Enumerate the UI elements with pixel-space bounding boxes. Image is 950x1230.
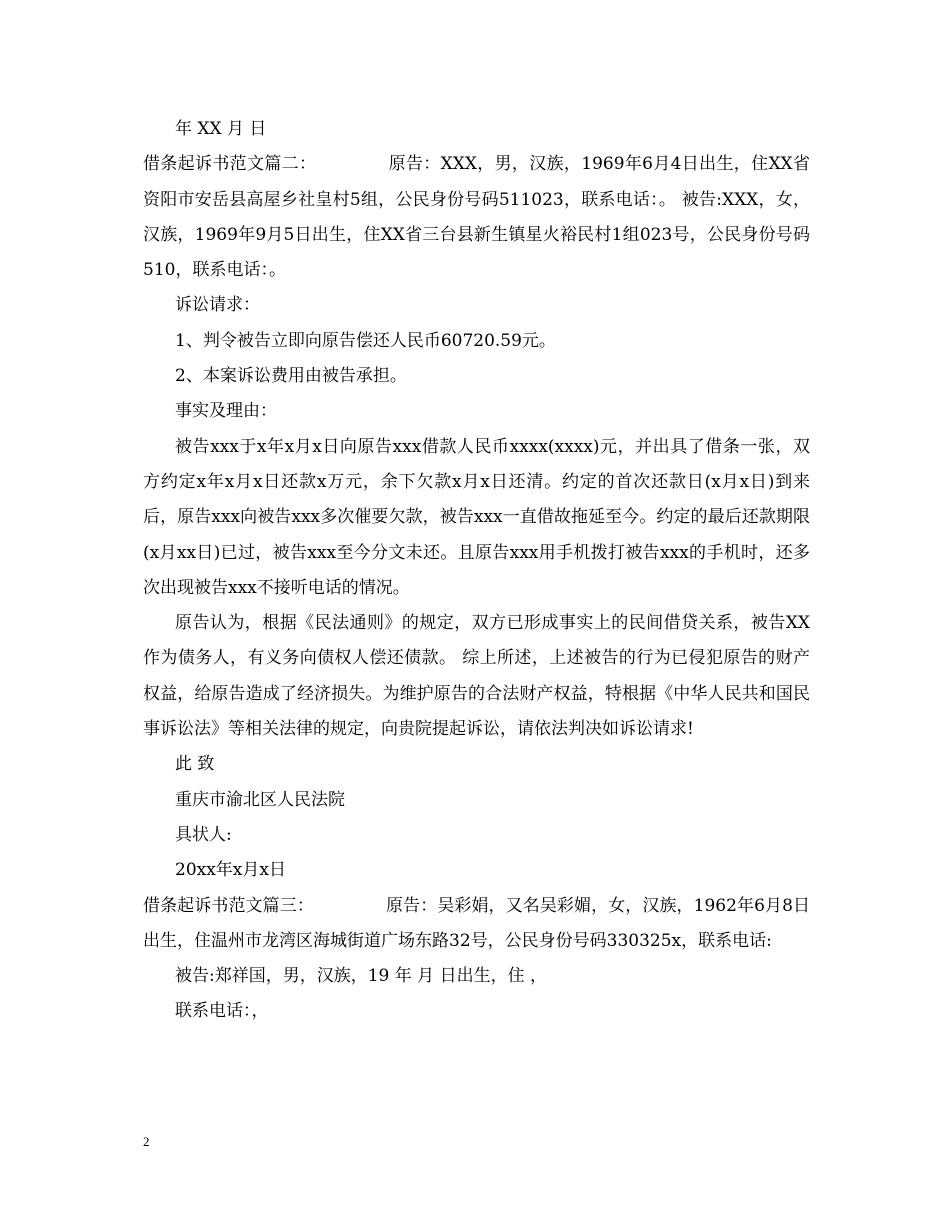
sample2-heading: 借条起诉书范文篇二：: [143, 154, 317, 175]
court-name: 重庆市渝北区人民法院: [175, 789, 345, 810]
sample3-phone: 联系电话：，: [175, 1001, 269, 1022]
closing-salutation: 此 致: [175, 754, 215, 775]
page-number: 2: [143, 1134, 150, 1149]
claims-title: 诉讼请求：: [175, 295, 260, 316]
sample2-plaintiff-paragraph: [143, 147, 810, 288]
claim-item-2: 2、本案诉讼费用由被告承担。: [175, 366, 407, 387]
facts-title: 事实及理由：: [175, 401, 277, 422]
sample3-heading: 借条起诉书范文篇三：: [143, 895, 314, 916]
document-body: [143, 112, 810, 1030]
claim-item-1: 1、判令被告立即向原告偿还人民币60720.59元。: [175, 330, 556, 351]
sample3-plaintiff-text: 原告：吴彩娟，又名吴彩媚，女，汉族，1962年6月8日出生，住温州市龙湾区海城街道广场东路32号，公民身份号码330325x，联系电话:: [143, 895, 811, 951]
sign-date: 20xx年x月x日: [175, 860, 286, 881]
facts-paragraph-2: 原告认为，根据《民法通则》的规定，双方已形成事实上的民间借贷关系，被告XX作为债务人，有义务向债权人偿还债款。 综上所述，上述被告的行为已侵犯原告的财产权益，给原告造成了经济损失。为维护原告的合法财产权益，特根据《中华人民共和国民事诉讼法》等相关法律的规定，向贵院提起诉讼，请依法判决如诉讼请求!: [143, 613, 810, 740]
sample3-plaintiff-paragraph: [143, 889, 810, 960]
facts-paragraph-1: 被告xxx于x年x月x日向原告xxx借款人民币xxxx(xxxx)元，并出具了借条一张，双方约定x年x月x日还款x万元，余下欠款x月x日还清。约定的首次还款日(x月x日)到来后，原告xxx向被告xxx多次催要欠款，被告xxx一直借故拖延至今。约定的最后还款期限(x月xx日)已过，被告xxx至今分文未还。且原告xxx用手机拨打被告xxx的手机时，还多次出现被告xxx不接听电话的情况。: [143, 436, 810, 598]
signer-label: 具状人:: [175, 824, 232, 845]
sample2-plaintiff-text: 原告：XXX，男，汉族，1969年6月4日出生，住XX省资阳市安岳县高屋乡社皇村5组，公民身份号码511023，联系电话：。 被告:XXX，女，汉族，1969年9月5日出生，住XX省三台县新生镇星火裕民村1组023号，公民身份号码510，联系电话：。: [143, 154, 810, 281]
date-line: 年 XX 月 日: [175, 119, 267, 139]
sample3-defendant: 被告:郑祥国，男，汉族，19 年 月 日出生，住 ，: [175, 966, 547, 987]
